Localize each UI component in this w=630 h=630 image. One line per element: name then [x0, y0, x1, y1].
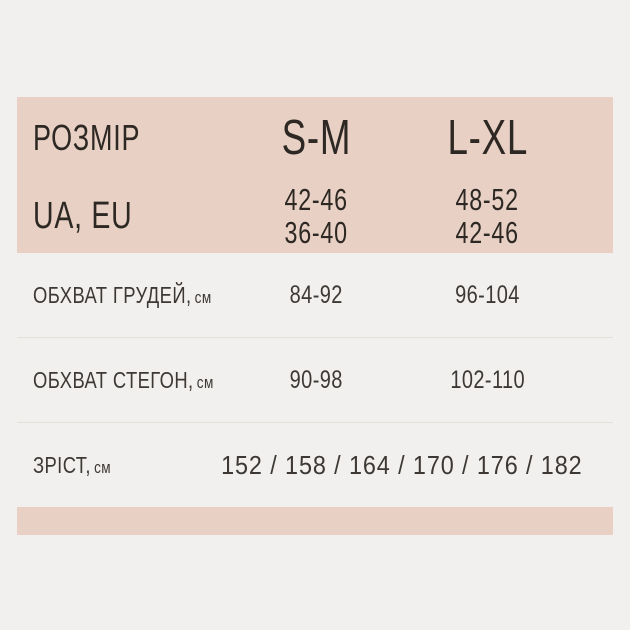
row-value-lxl — [402, 281, 573, 310]
header-cell-col-sm — [231, 110, 402, 166]
ua-eu-sm-line-2: 36-40 — [284, 215, 349, 250]
header-row-ua-eu — [17, 173, 613, 253]
row-label-cell — [17, 367, 231, 394]
row-unit: см — [196, 372, 214, 392]
size-header-label: РОЗМІР — [33, 117, 141, 158]
header-cell-size — [17, 117, 231, 159]
row-value-lxl — [402, 366, 573, 395]
table-row-height — [17, 423, 613, 507]
row-value-sm — [231, 281, 402, 310]
ua-eu-lxl-line-2: 42-46 — [455, 215, 520, 250]
row-label-text: ОБХВАТ ГРУДЕЙ, — [33, 281, 192, 308]
row-value-sm — [231, 366, 402, 395]
header-cell-ua-eu — [17, 195, 231, 238]
row-label-text: ОБХВАТ СТЕГОН, — [33, 366, 194, 393]
table-row-hips — [17, 338, 613, 422]
footer-accent-strip — [17, 507, 613, 535]
ua-eu-values-sm — [231, 183, 402, 249]
height-values-cell — [221, 449, 583, 481]
ua-eu-values-lxl — [402, 183, 573, 249]
table-body — [17, 253, 613, 507]
hips-value-sm: 90-98 — [289, 365, 344, 394]
row-label-cell — [17, 282, 231, 309]
hips-value-lxl: 102-110 — [450, 365, 525, 394]
row-label-text: ЗРІСТ, — [33, 451, 91, 478]
header-row-sizes — [17, 97, 613, 173]
row-label-cell — [17, 452, 231, 479]
table-header — [17, 97, 613, 253]
chest-value-lxl: 96-104 — [455, 280, 520, 309]
row-unit: см — [94, 457, 112, 477]
ua-eu-sm-line-1: 42-46 — [284, 182, 349, 217]
row-unit: см — [194, 287, 212, 307]
column-label-sm: S-M — [281, 111, 352, 165]
row-label — [33, 452, 111, 479]
column-label-lxl: L-XL — [447, 111, 528, 165]
row-label — [33, 282, 212, 309]
size-table — [17, 97, 613, 535]
height-values: 152 / 158 / 164 / 170 / 176 / 182 — [221, 449, 583, 480]
row-label — [33, 367, 214, 394]
header-cell-col-lxl — [402, 110, 573, 166]
chest-value-sm: 84-92 — [289, 280, 344, 309]
table-row-chest — [17, 253, 613, 337]
ua-eu-label: UA, EU — [33, 194, 133, 237]
ua-eu-lxl-line-1: 48-52 — [455, 182, 520, 217]
